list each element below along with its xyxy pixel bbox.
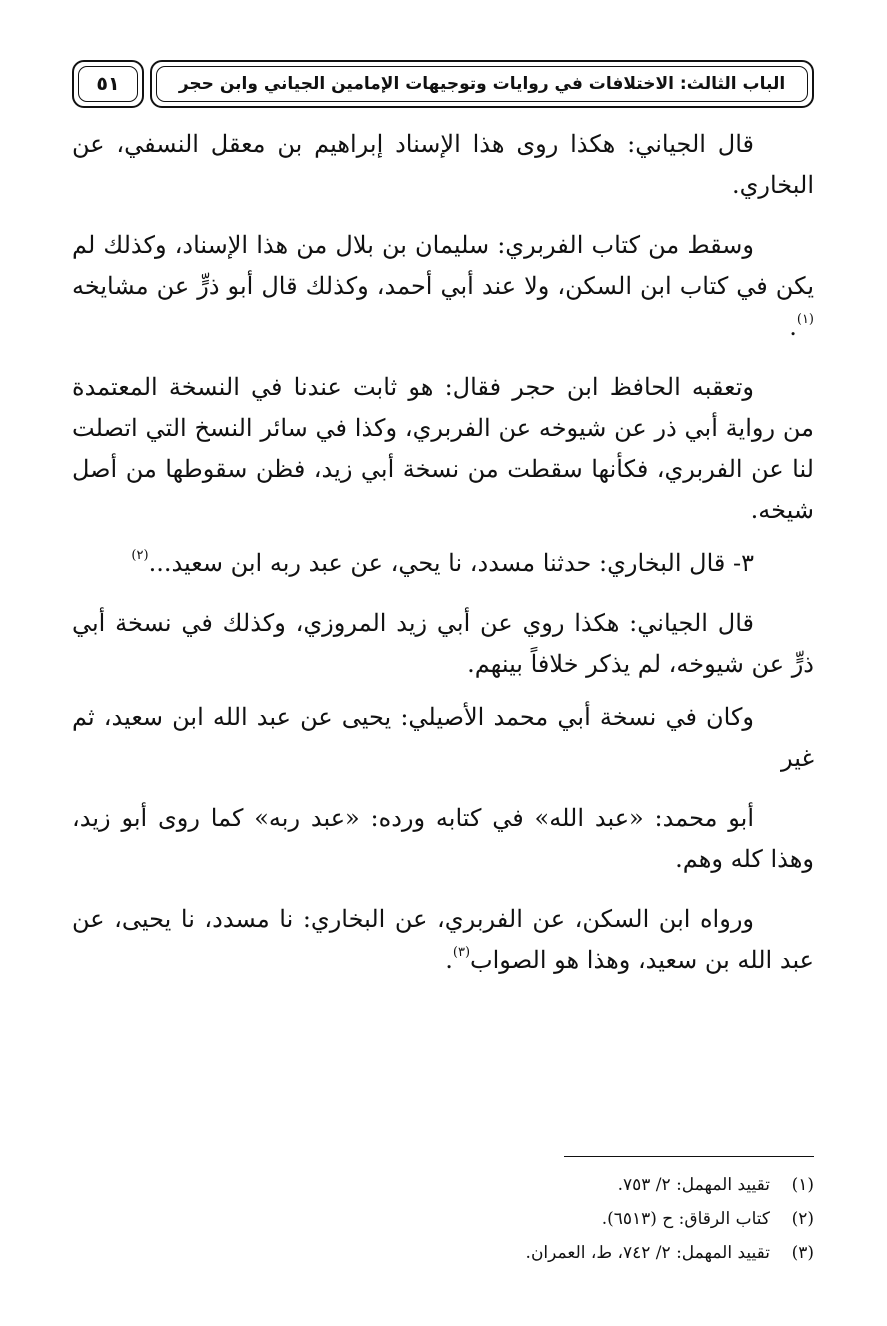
footnote-text: تقييد المهمل: ٢/ ٧٤٢، ط، العمران. <box>525 1243 770 1263</box>
page-number-frame <box>78 66 138 102</box>
footnote-number: (٣) <box>791 1243 814 1263</box>
footnotes <box>72 1168 814 1270</box>
footnote-text: كتاب الرقاق: ح (٦٥١٣). <box>601 1209 770 1229</box>
footnote-separator <box>564 1156 814 1157</box>
footnote-ref-2: (٢) <box>131 548 149 563</box>
paragraph-1: قال الجياني: هكذا روى هذا الإسناد إبراهيم بن معقل النسفي، عن البخاري. <box>72 130 814 199</box>
paragraph-8: ورواه ابن السكن، عن الفربري، عن البخاري: نا مسدد، نا يحيى، عن عبد الله بن سعيد، وهذا هو الصواب$^{(٣)}$. <box>72 905 814 974</box>
footnote-ref-1: (١) <box>796 312 814 327</box>
footnote-number: (٢) <box>791 1209 814 1229</box>
paragraph-4: ٣- قال البخاري: حدثنا مسدد، نا يحي، عن عبد ربه ابن سعيد...$^{(٢)}$ <box>131 548 754 577</box>
footnote-1 <box>72 1168 814 1202</box>
chapter-title: الباب الثالث: الاختلافات في روايات وتوجيهات الإمامين الجياني وابن حجر <box>178 74 786 94</box>
running-header <box>150 60 814 108</box>
footnote-2 <box>72 1202 814 1236</box>
page-number-box <box>72 60 144 108</box>
paragraph-7: أبو محمد: «عبد الله» في كتابه ورده: «عبد ربه» كما روى أبو زيد، وهذا كله وهم. <box>72 804 814 873</box>
body-text <box>72 124 814 1000</box>
page-number: ٥١ <box>96 73 120 95</box>
footnote-3 <box>72 1236 814 1270</box>
running-header-frame <box>156 66 808 102</box>
footnote-text: تقييد المهمل: ٢/ ٧٥٣. <box>617 1175 770 1195</box>
footnote-ref-3: (٣) <box>452 945 471 960</box>
footnote-number: (١) <box>791 1175 814 1195</box>
paragraph-2: وسقط من كتاب الفربري: سليمان بن بلال من هذا الإسناد، وكذلك لم يكن في كتاب ابن السكن، ولا عند أبي أحمد، وكذلك قال أبو ذرٍّ عن مشايخه $^{(١)}$. <box>72 231 814 341</box>
paragraph-6: وكان في نسخة أبي محمد الأصيلي: يحيى عن عبد الله ابن سعيد، ثم غير <box>72 703 814 772</box>
paragraph-3: وتعقبه الحافظ ابن حجر فقال: هو ثابت عندنا في النسخة المعتمدة من رواية أبي ذر عن شيوخه عن الفربري، وكذا في سائر النسخ التي اتصلت لنا عن الفربري، فكأنها سقطت من نسخة أبي زيد، فظن سقوطها من أصل شيخه. <box>72 373 814 524</box>
paragraph-5: قال الجياني: هكذا روي عن أبي زيد المروزي، وكذلك في نسخة أبي ذرٍّ عن شيوخه، لم يذكر خلافاً بينهم. <box>72 609 814 678</box>
